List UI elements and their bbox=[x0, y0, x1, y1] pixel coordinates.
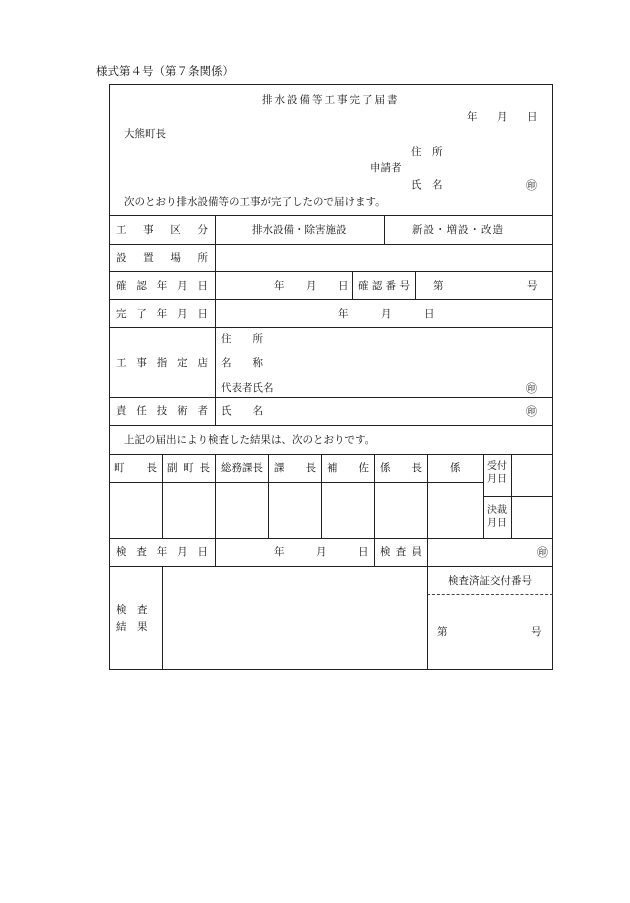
divider bbox=[427, 538, 428, 566]
divider bbox=[374, 454, 375, 566]
divider bbox=[352, 271, 353, 299]
inspection-year: 年 bbox=[274, 546, 285, 558]
engineer-label: 責 任 技 術 者 bbox=[116, 405, 208, 417]
contractor-label: 工 事 指 定 店 bbox=[116, 357, 208, 369]
addressee: 大熊町長 bbox=[124, 128, 166, 140]
contractor-representative-label: 代表者氏名 bbox=[221, 382, 274, 394]
confirm-year: 年 bbox=[274, 280, 285, 292]
inspection-day: 日 bbox=[358, 546, 369, 558]
divider bbox=[427, 454, 428, 538]
divider bbox=[268, 454, 269, 538]
engineer-seal-icon: ㊞ bbox=[526, 405, 537, 418]
dashed-divider bbox=[427, 594, 553, 595]
divider bbox=[109, 271, 553, 272]
result-label-line2: 結 果 bbox=[116, 621, 148, 633]
confirm-month: 月 bbox=[306, 280, 317, 292]
received-label: 受付 月日 bbox=[487, 461, 507, 485]
inspector-label: 検 査 員 bbox=[380, 546, 422, 558]
applicant-seal-icon: ㊞ bbox=[526, 179, 537, 192]
location-label: 設 置 場 所 bbox=[116, 252, 208, 264]
confirm-number-label: 確 認 番 号 bbox=[358, 280, 410, 292]
form-title: 排水設備等工事完了届書 bbox=[262, 94, 400, 106]
divider bbox=[109, 327, 553, 328]
approval-header-deputy-mayor: 副 町 長 bbox=[167, 462, 210, 474]
completion-date-label: 完 了 年 月 日 bbox=[116, 308, 208, 320]
approval-header-mayor: 町 長 bbox=[114, 462, 157, 474]
cert-number-prefix: 第 bbox=[437, 626, 448, 638]
divider bbox=[415, 271, 416, 299]
approval-header-section-chief: 課 長 bbox=[274, 462, 316, 474]
divider bbox=[109, 244, 553, 245]
header-year: 年 bbox=[467, 111, 478, 123]
divider bbox=[511, 454, 512, 538]
contractor-address-label: 住 所 bbox=[221, 333, 263, 345]
engineer-name-label: 氏 名 bbox=[221, 405, 263, 417]
divider bbox=[215, 454, 216, 566]
header-month: 月 bbox=[497, 111, 508, 123]
contractor-name-label: 名 称 bbox=[221, 357, 263, 369]
divider bbox=[321, 454, 322, 538]
divider bbox=[162, 454, 163, 538]
form-label: 様式第４号（第７条関係） bbox=[96, 64, 234, 78]
decided-label: 決裁 月日 bbox=[487, 505, 507, 529]
result-label-line1: 検 査 bbox=[116, 604, 148, 616]
divider bbox=[109, 454, 553, 455]
approval-header-assistant: 補 佐 bbox=[327, 462, 369, 474]
cert-number-suffix: 号 bbox=[531, 626, 542, 638]
header-day: 日 bbox=[527, 111, 538, 123]
work-type-options: 新設・増設・改造 bbox=[412, 224, 504, 236]
divider bbox=[109, 566, 553, 567]
work-type-value: 排水設備・除害施設 bbox=[252, 224, 347, 236]
divider bbox=[427, 566, 428, 670]
contractor-seal-icon: ㊞ bbox=[526, 382, 537, 395]
inspector-seal-icon: ㊞ bbox=[537, 546, 548, 559]
confirm-number-suffix: 号 bbox=[527, 280, 538, 292]
divider bbox=[109, 425, 553, 426]
header-notice: 次のとおり排水設備等の工事が完了したので届けます。 bbox=[124, 196, 386, 208]
completion-day: 日 bbox=[424, 308, 435, 320]
divider bbox=[109, 299, 553, 300]
divider bbox=[384, 215, 385, 244]
confirm-date-label: 確 認 年 月 日 bbox=[116, 280, 208, 292]
approval-header-subsection-chief: 係 長 bbox=[380, 462, 422, 474]
divider bbox=[483, 454, 484, 538]
divider bbox=[162, 566, 163, 670]
applicant-address-label: 住 所 bbox=[411, 146, 443, 158]
confirm-number-prefix: 第 bbox=[433, 280, 444, 292]
applicant-label: 申請者 bbox=[370, 162, 402, 174]
confirm-day: 日 bbox=[338, 280, 349, 292]
completion-year: 年 bbox=[338, 308, 349, 320]
divider bbox=[109, 215, 553, 216]
divider bbox=[483, 496, 553, 497]
work-type-label: 工 事 区 分 bbox=[116, 224, 208, 236]
inspection-notice: 上記の届出により検査した結果は、次のとおりです。 bbox=[124, 434, 376, 446]
inspection-date-label: 検 査 年 月 日 bbox=[116, 546, 208, 558]
inspection-month: 月 bbox=[316, 546, 327, 558]
divider bbox=[109, 397, 553, 398]
approval-header-general-affairs: 総務課長 bbox=[221, 462, 263, 474]
divider bbox=[109, 538, 553, 539]
divider bbox=[215, 215, 216, 425]
approval-header-staff: 係 bbox=[450, 462, 461, 474]
applicant-name-label: 氏 名 bbox=[411, 179, 443, 191]
cert-number-label: 検査済証交付番号 bbox=[448, 575, 532, 587]
completion-month: 月 bbox=[381, 308, 392, 320]
